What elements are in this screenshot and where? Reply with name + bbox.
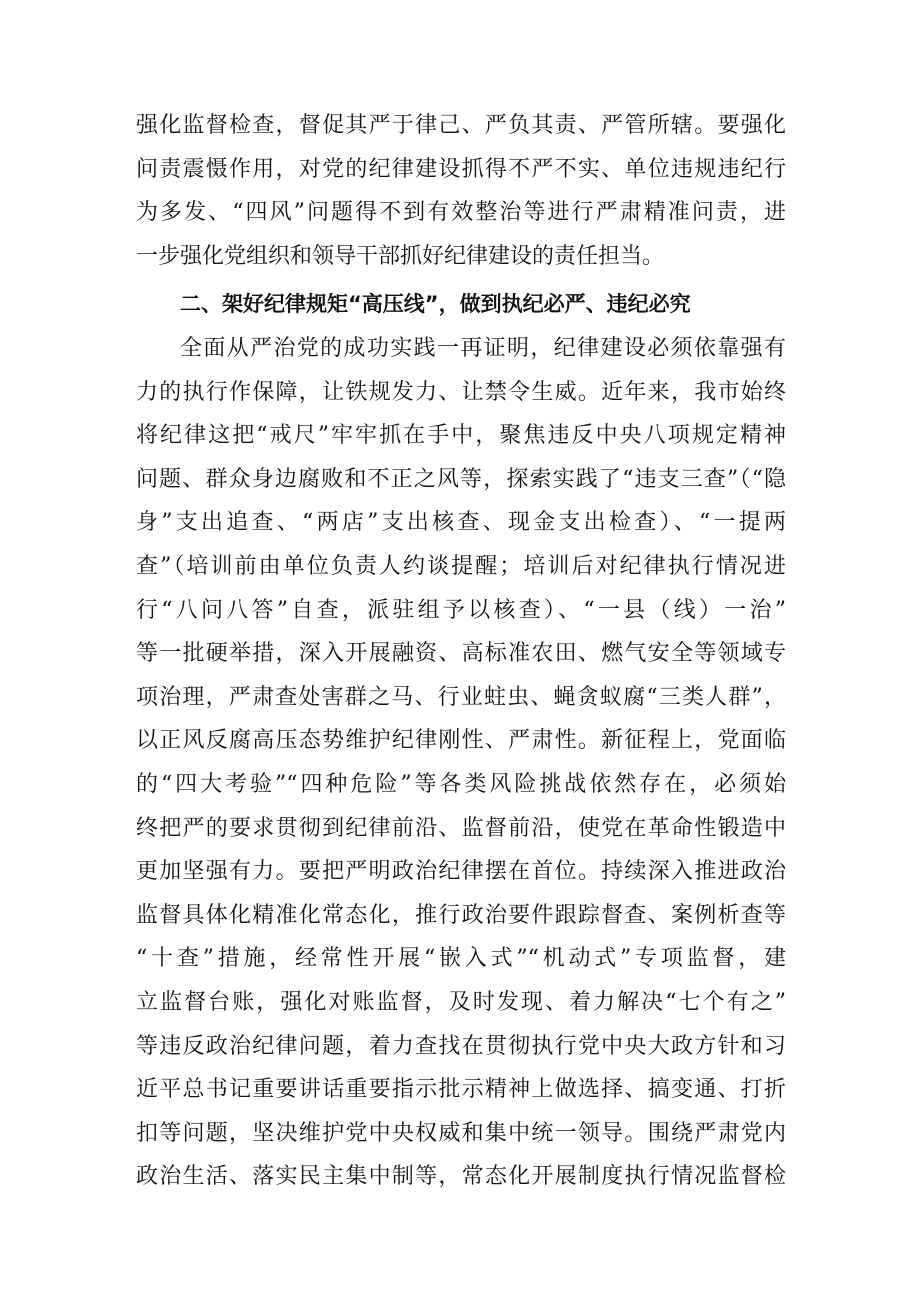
- paragraph-2-line: 项治理，严肃查处害群之马、行业蛀虫、蝇贪蚁腐“三类人群”，: [136, 684, 786, 710]
- paragraph-2-line: 身”支出追查、“两店”支出核查、现金支出检查）、“一提两: [136, 510, 786, 536]
- paragraph-2-line: 等违反政治纪律问题，着力查找在贯彻执行党中央大政方针和习: [136, 1033, 786, 1059]
- paragraph-2-line: 的“四大考验”“四种危险”等各类风险挑战依然存在，必须始: [136, 771, 786, 797]
- paragraph-2-line: 等一批硬举措，深入开展融资、高标准农田、燃气安全等领域专: [136, 641, 786, 667]
- paragraph-2-line: 政治生活、落实民主集中制等，常态化开展制度执行情况监督检: [136, 1164, 786, 1190]
- paragraph-2-line: 问题、群众身边腐败和不正之风等，探索实践了“违支三查”（“隐: [136, 466, 786, 492]
- paragraph-2-line: 行“八问八答”自查，派驻组予以核查）、“一县（线）一治”: [136, 597, 786, 623]
- paragraph-2-line: 更加坚强有力。要把严明政治纪律摆在首位。持续深入推进政治: [136, 859, 786, 885]
- paragraph-1-line: 问责震慑作用，对党的纪律建设抓得不严不实、单位违规违纪行: [136, 156, 786, 182]
- paragraph-1-line: 为多发、“四风”问题得不到有效整治等进行严肃精准问责，进: [136, 200, 786, 226]
- paragraph-1-line: 强化监督检查，督促其严于律己、严负其责、严管所辖。要强化: [136, 113, 786, 138]
- paragraph-2-line: 查”（培训前由单位负责人约谈提醒；培训后对纪律执行情况进: [136, 553, 786, 579]
- paragraph-2-line: 将纪律这把“戒尺”牢牢抓在手中，聚焦违反中央八项规定精神: [136, 423, 786, 449]
- paragraph-2-line: 扣等问题，坚决维护党中央权威和集中统一领导。围绕严肃党内: [136, 1120, 786, 1146]
- paragraph-2: [136, 327, 786, 1199]
- paragraph-2-line: 力的执行作保障，让铁规发力、让禁令生威。近年来，我市始终: [136, 379, 786, 405]
- paragraph-2-line: 终把严的要求贯彻到纪律前沿、监督前沿，使党在革命性锻造中: [136, 815, 786, 841]
- paragraph-2-line: 以正风反腐高压态势维护纪律刚性、严肃性。新征程上，党面临: [136, 728, 786, 754]
- paragraph-2-line: 近平总书记重要讲话重要指示批示精神上做选择、搞变通、打折: [136, 1077, 786, 1103]
- paragraph-2-line: “十查”措施，经常性开展“嵌入式”“机动式”专项监督，建: [136, 946, 786, 972]
- paragraph-1: [136, 104, 786, 278]
- paragraph-1-line: 一步强化党组织和领导干部抓好纪律建设的责任担当。: [136, 243, 665, 269]
- section-heading: 二、架好纪律规矩“高压线”，做到执纪必严、违纪必究: [180, 292, 691, 316]
- paragraph-2-line: 全面从严治党的成功实践一再证明，纪律建设必须依靠强有: [180, 336, 786, 361]
- paragraph-2-line: 监督具体化精准化常态化，推行政治要件跟踪督查、案例析查等: [136, 902, 786, 928]
- paragraph-2-line: 立监督台账，强化对账监督，及时发现、着力解决“七个有之”: [136, 989, 786, 1015]
